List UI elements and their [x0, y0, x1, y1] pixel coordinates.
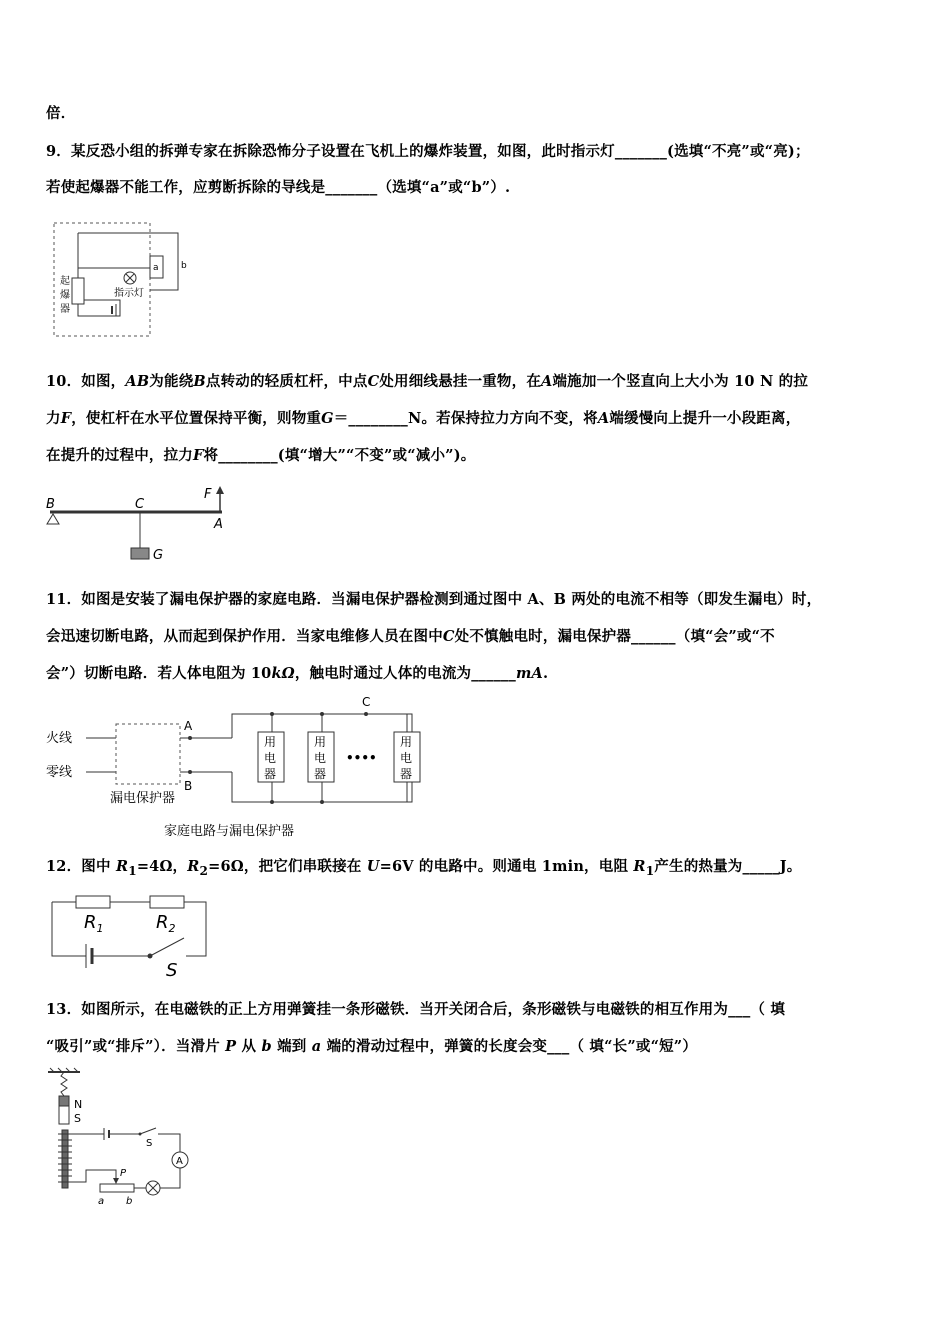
q11-ellipsis: ••••: [346, 751, 377, 765]
q11-appliance2-char1: 用: [314, 735, 327, 749]
q9-lamp-label: 指示灯: [114, 288, 144, 299]
q9-wire-a-label: a: [153, 263, 159, 273]
q11-line2: 会迅速切断电路，从而起到保护作用．当家电维修人员在图中C处不慎触电时，漏电保护器______（填“会”或“不: [46, 628, 775, 645]
q11-label-C: C: [362, 695, 371, 709]
q9-detonator-char2: 爆: [60, 290, 70, 301]
q11-appliance1-char2: 电: [264, 751, 277, 765]
q11-neutral-wire-label: 零线: [46, 765, 73, 780]
q13-slider-P: P: [120, 1168, 127, 1179]
q13-magnet-S: S: [74, 1112, 81, 1125]
q11-line1: 11．如图是安装了漏电保护器的家庭电路．当漏电保护器检测到通过图中 A、B 两处的电流不相等（即发生漏电）时，: [46, 591, 822, 608]
q11-circuit-figure: [44, 692, 444, 846]
q11-appliance2-char2: 电: [314, 751, 327, 765]
q9-wire-b-label: b: [181, 261, 187, 271]
q12-circuit-figure: [46, 886, 216, 986]
q9-line2: 若使起爆器不能工作，应剪断拆除的导线是_______（选填“a”或“b”）.: [46, 179, 511, 196]
q10-line1: 10．如图，AB为能绕B点转动的轻质杠杆，中点C处用细线悬挂一重物，在A端施加一个竖直向上大小为 10 N 的拉: [46, 373, 809, 390]
q13-circuit-figure: [40, 1066, 200, 1212]
q10-lever-figure: [40, 484, 240, 570]
q12-line: 12．图中 $R_1=4\Omega$，$R_2=6\Omega$，把它们串联接在 U=6V 的电路中。则通电 1min，电阻 $R_1$产生的热量为_____J。: [46, 858, 802, 878]
q11-appliance3-char1: 用: [400, 735, 413, 749]
q12-fig-R1: $R_1$: [84, 912, 104, 935]
q10-label-G: G: [153, 548, 164, 563]
q11-appliance3-char2: 电: [400, 751, 413, 765]
q11-protector-label: 漏电保护器: [110, 791, 176, 806]
q13-line1: 13．如图所示，在电磁铁的正上方用弹簧挂一条形磁铁．当开关闭合后，条形磁铁与电磁铁的相互作用为___（ 填: [46, 1001, 786, 1018]
q10-label-A: A: [214, 517, 223, 532]
top-fragment: 倍．: [46, 105, 76, 122]
q13-end-b: b: [126, 1196, 133, 1207]
q11-appliance2-char3: 器: [314, 767, 327, 781]
q12-fig-switch-S: S: [166, 960, 178, 981]
q11-line3: 会”）切断电路．若人体电阻为 10kΩ，触电时通过人体的电流为______mA.: [46, 665, 549, 682]
q11-label-A: A: [184, 719, 193, 733]
q11-label-B: B: [184, 779, 193, 793]
q9-detonator-char3: 器: [60, 304, 70, 315]
q10-line2: 力F，使杠杆在水平位置保持平衡，则物重G＝________N。若保持拉力方向不变，将A端缓慢向上提升一小段距离，: [46, 410, 801, 427]
q10-label-C: C: [135, 497, 145, 512]
q9-line1: 9．某反恐小组的拆弹专家在拆除恐怖分子设置在飞机上的爆炸装置，如图，此时指示灯_______(选填“不亮”或“亮)；: [46, 143, 810, 160]
q13-end-a: a: [98, 1196, 105, 1207]
q13-line2: “吸引”或“排斥”）．当滑片 P 从 b 端到 a 端的滑动过程中，弹簧的长度会变___（ 填“长”或“短”）: [46, 1038, 698, 1055]
q10-line3: 在提升的过程中，拉力F将________(填“增大”“不变”或“减小”)。: [46, 447, 476, 464]
q12-fig-R2: $R_2$: [156, 912, 176, 935]
q13-ammeter-A: A: [176, 1156, 183, 1167]
q11-live-wire-label: 火线: [46, 731, 73, 746]
q13-switch-S: S: [146, 1138, 153, 1149]
q13-magnet-N: N: [74, 1098, 83, 1111]
q11-appliance1-char1: 用: [264, 735, 277, 749]
q11-appliance3-char3: 器: [400, 767, 413, 781]
q11-appliance1-char3: 器: [264, 767, 277, 781]
q9-circuit-figure: [50, 218, 190, 344]
q11-caption: 家庭电路与漏电保护器: [164, 824, 295, 839]
q10-label-F: F: [204, 487, 212, 502]
q9-detonator-char1: 起: [60, 276, 70, 287]
q10-label-B: B: [46, 497, 55, 512]
